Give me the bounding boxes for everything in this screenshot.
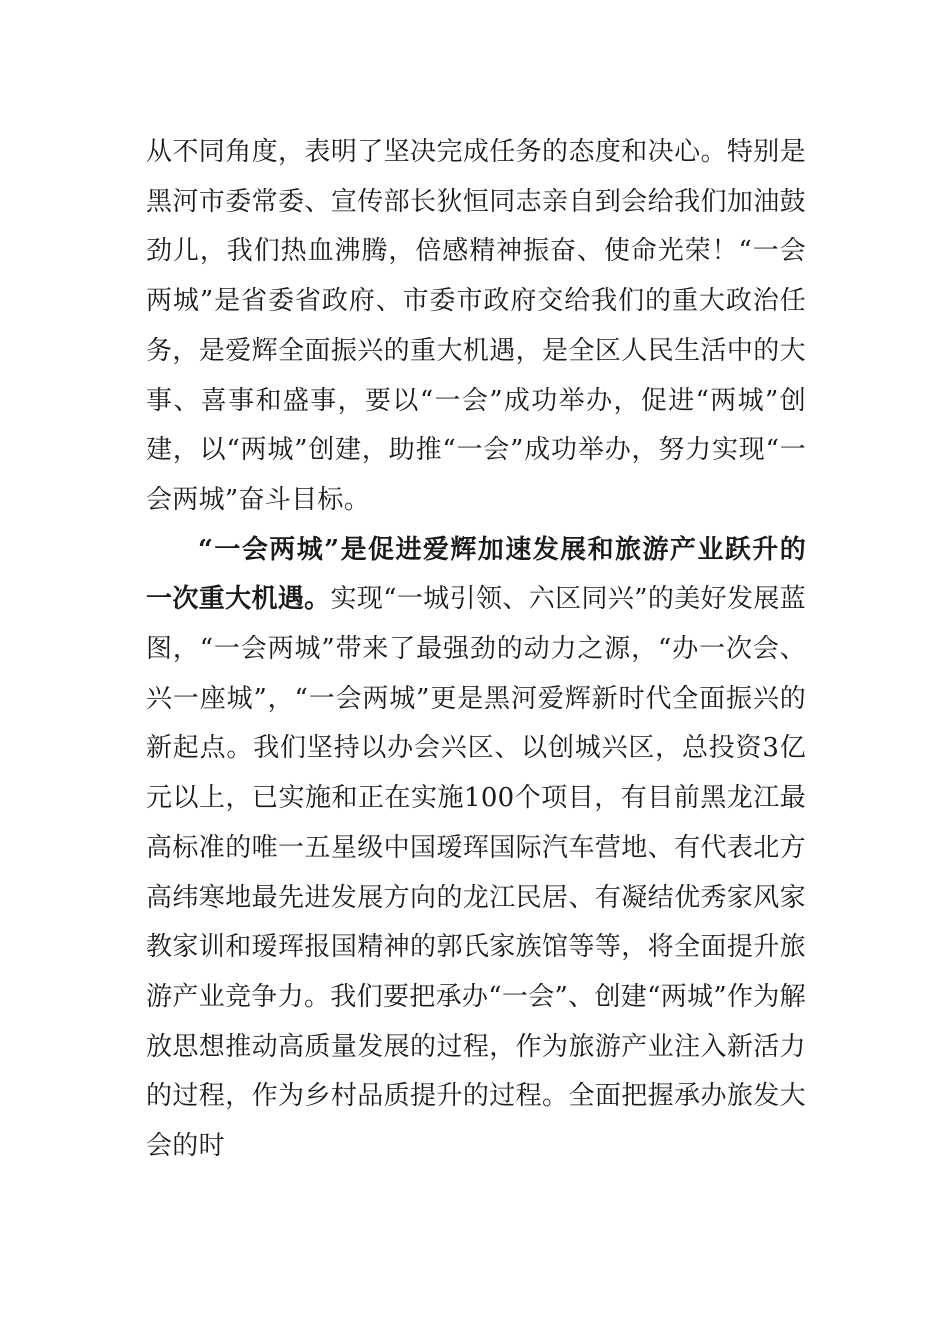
document-body xyxy=(146,128,806,1172)
paragraph-text: 从不同角度，表明了坚决完成任务的态度和决心。特别是黑河市委常委、宣传部长狄恒同志亲自到会给我们加油鼓劲儿，我们热血沸腾，倍感精神振奋、使命光荣！“一会两城”是省委省政府、市委市政府交给我们的重大政治任务，是爱辉全面振兴的重大机遇，是全区人民生活中的大事、喜事和盛事，要以“一会”成功举办，促进“两城”创建，以“两城”创建，助推“一会”成功举办，努力实现“一会两城”奋斗目标。 xyxy=(146,137,806,515)
paragraph-continued xyxy=(146,128,806,526)
paragraph-lead-sentence: “一会两城”是促进爱辉加速发展和旅游产业跃升的一次重大机遇。 xyxy=(146,534,806,615)
paragraph-opportunity xyxy=(146,526,806,1172)
paragraph-text: 实现“一城引领、六区同兴”的美好发展蓝图，“一会两城”带来了最强劲的动力之源，“办一次会、兴一座城”，“一会两城”更是黑河爱辉新时代全面振兴的新起点。我们坚持以办会兴区、以创城兴区，总投资3亿元以上，已实施和正在实施100个项目，有目前黑龙江最高标准的唯一五星级中国瑷珲国际汽车营地、有代表北方高纬寒地最先进发展方向的龙江民居、有凝结优秀家风家教家训和瑷珲报国精神的郭氏家族馆等等，将全面提升旅游产业竞争力。我们要把承办“一会”、创建“两城”作为解放思想推动高质量发展的过程，作为旅游产业注入新活力的过程，作为乡村品质提升的过程。全面把握承办旅发大会的时 xyxy=(146,584,806,1162)
